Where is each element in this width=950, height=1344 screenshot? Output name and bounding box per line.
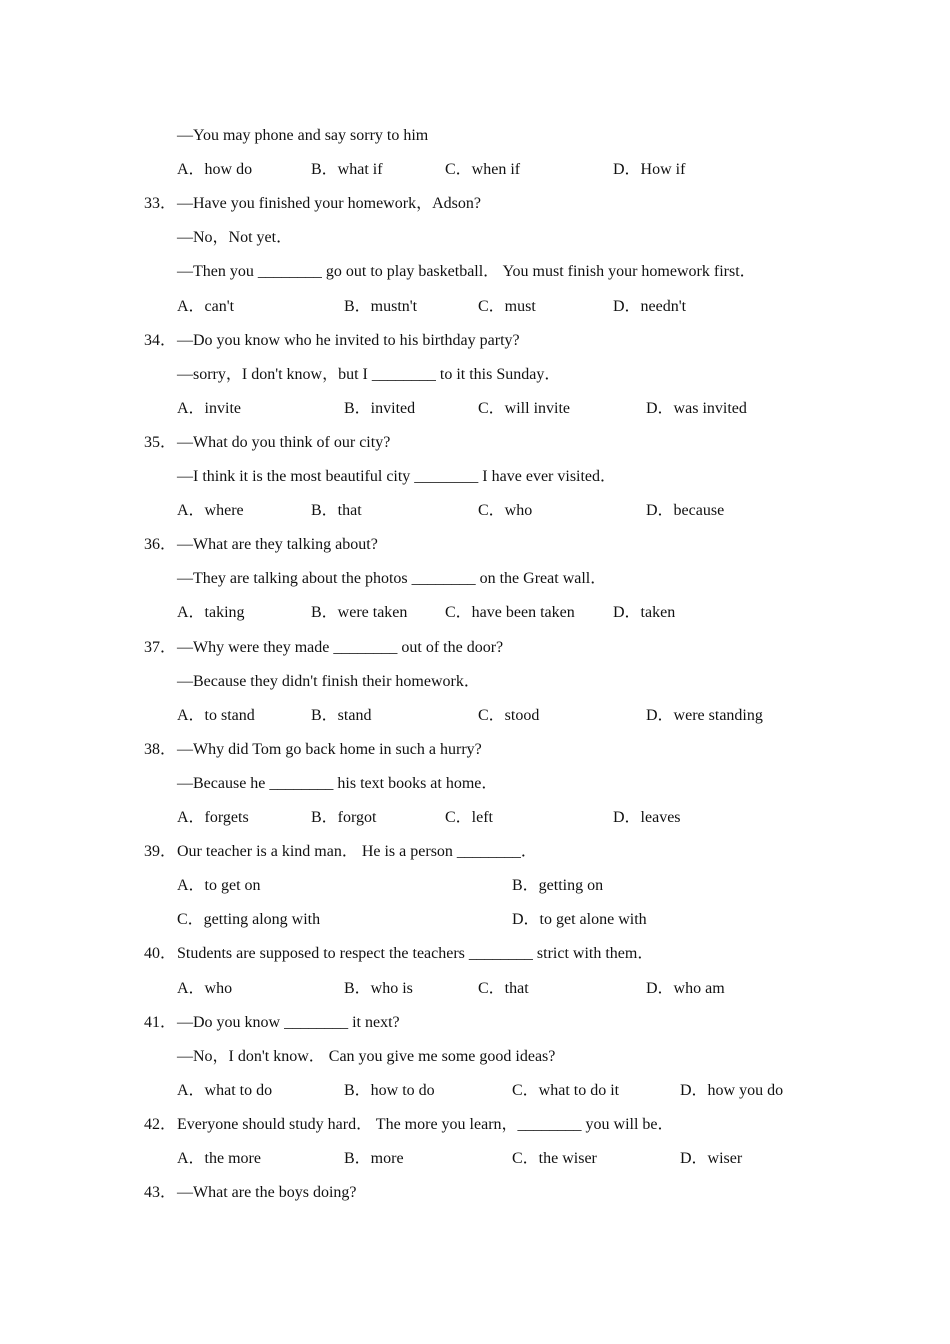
answer-option: A．what to do (177, 1082, 273, 1099)
answer-option: C．stood (478, 707, 540, 724)
answer-option: B．invited (344, 400, 416, 417)
question-number: 36． (144, 536, 177, 553)
answer-option: B．forgot (311, 809, 377, 826)
question-number: 34． (144, 332, 177, 349)
answer-option: C．will invite (478, 400, 571, 417)
question-number: 38． (144, 741, 177, 758)
answer-option: D．how you do (680, 1082, 784, 1099)
answer-option: D．leaves (613, 809, 681, 826)
answer-option: A．the more (177, 1150, 261, 1167)
question-number: 33． (144, 195, 177, 212)
answer-option: A．can't (177, 298, 235, 315)
answer-option: B．more (344, 1150, 404, 1167)
answer-option: A．who (177, 980, 233, 997)
dialogue-line: —Then you ________ go out to play basketball． You must finish your homework first． (177, 263, 756, 280)
question-number: 37． (144, 639, 177, 656)
question-stem: —Why were they made ________ out of the door? (177, 639, 504, 656)
question-number: 35． (144, 434, 177, 451)
question-number: 39． (144, 843, 177, 860)
question-stem: —Have you finished your homework，Adson? (177, 195, 481, 212)
dialogue-line: —They are talking about the photos ________ on the Great wall． (177, 570, 607, 587)
question-stem: —Do you know ________ it next? (177, 1014, 400, 1031)
answer-option: D．needn't (613, 298, 687, 315)
answer-option: B．how to do (344, 1082, 435, 1099)
answer-option: B．mustn't (344, 298, 418, 315)
answer-option: D．who am (646, 980, 725, 997)
answer-option: B．what if (311, 161, 383, 178)
dialogue-line: —Because he ________ his text books at home． (177, 775, 498, 792)
question-stem: —What are they talking about? (177, 536, 378, 553)
answer-option: A．taking (177, 604, 245, 621)
answer-option: B．who is (344, 980, 413, 997)
answer-option: C．must (478, 298, 536, 315)
answer-option: C．left (445, 809, 493, 826)
dialogue-line: —I think it is the most beautiful city ________ I have ever visited． (177, 468, 617, 485)
answer-option: A．to stand (177, 707, 255, 724)
dialogue-line: —Because they didn't finish their homework． (177, 673, 480, 690)
answer-option: C．who (478, 502, 533, 519)
question-number: 41． (144, 1014, 177, 1031)
dialogue-line: —You may phone and say sorry to him (177, 127, 429, 144)
question-stem: Our teacher is a kind man． He is a person ________． (177, 843, 537, 860)
question-number: 43． (144, 1184, 177, 1201)
answer-option: D．How if (613, 161, 686, 178)
question-stem: Students are supposed to respect the teachers ________ strict with them． (177, 945, 654, 962)
answer-option: C．that (478, 980, 529, 997)
question-number: 42． (144, 1116, 177, 1133)
answer-option: A．to get on (177, 877, 261, 894)
question-stem: —What do you think of our city? (177, 434, 391, 451)
answer-option: A．how do (177, 161, 253, 178)
question-number: 40． (144, 945, 177, 962)
answer-option: B．getting on (512, 877, 604, 894)
answer-option: C．what to do it (512, 1082, 620, 1099)
answer-option: D．wiser (680, 1150, 743, 1167)
question-stem: —Why did Tom go back home in such a hurry? (177, 741, 482, 758)
dialogue-line: —No，I don't know． Can you give me some good ideas? (177, 1048, 556, 1065)
answer-option: D．because (646, 502, 725, 519)
answer-option: B．stand (311, 707, 372, 724)
dialogue-line: —sorry，I don't know，but I ________ to it this Sunday． (177, 366, 561, 383)
answer-option: D．taken (613, 604, 676, 621)
answer-option: C．the wiser (512, 1150, 597, 1167)
answer-option: A．invite (177, 400, 241, 417)
answer-option: A．where (177, 502, 244, 519)
answer-option: C．getting along with (177, 911, 321, 928)
dialogue-line: —No，Not yet． (177, 229, 293, 246)
answer-option: D．were standing (646, 707, 763, 724)
question-stem: —What are the boys doing? (177, 1184, 357, 1201)
answer-option: B．were taken (311, 604, 408, 621)
question-stem: —Do you know who he invited to his birthday party? (177, 332, 520, 349)
answer-option: C．when if (445, 161, 521, 178)
answer-option: D．to get alone with (512, 911, 647, 928)
answer-option: C．have been taken (445, 604, 575, 621)
question-stem: Everyone should study hard． The more you learn，________ you will be． (177, 1116, 674, 1133)
answer-option: A．forgets (177, 809, 249, 826)
answer-option: B．that (311, 502, 362, 519)
answer-option: D．was invited (646, 400, 747, 417)
